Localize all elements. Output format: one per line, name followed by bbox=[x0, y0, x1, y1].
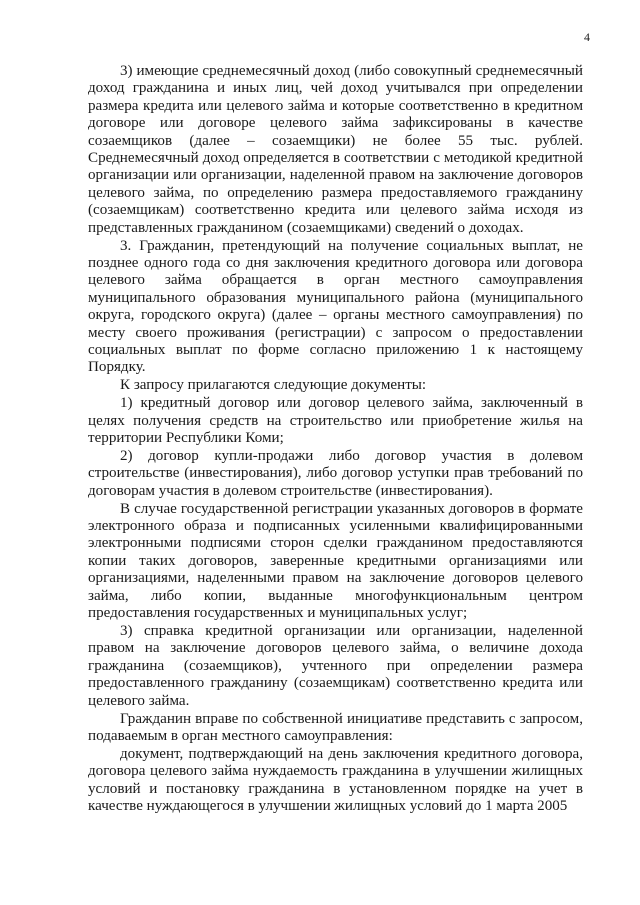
paragraph-optional-documents: Гражданин вправе по собственной инициативе представить с запросом, подаваемым в орган местного самоуправления: bbox=[88, 710, 583, 744]
paragraph-document-1: 1) кредитный договор или договор целевого займа, заключенный в целях получения средств на строительство или приобретение жилья на территории Республики Коми; bbox=[88, 395, 583, 447]
paragraph-electronic-registration: В случае государственной регистрации указанных договоров в формате электронного образа и подписанных усиленными квалифицированными электронными подписями сторон сделки гражданином предоставляются копии таких договоров, заверенные кредитными организациями или организациями, наделенными правом на заключение договоров целевого займа, либо копии, выданные многофункциональным центром предоставления государственных и муниципальных услуг; bbox=[88, 500, 583, 622]
paragraph-housing-need-document: документ, подтверждающий на день заключения кредитного договора, договора целевого займа нуждаемость гражданина в улучшении жилищных условий и постановку гражданина в установленном порядке на учет в качестве нуждающегося в улучшении жилищных условий до 1 марта 2005 bbox=[88, 745, 583, 815]
paragraph-income-criteria: 3) имеющие среднемесячный доход (либо совокупный среднемесячный доход гражданина и иных лиц, чей доход учитывался при определении размера кредита или целевого займа и которые соответственно в кредитном договоре или договоре целевого займа зафиксированы в качестве созаемщиков (далее – созаемщики) не более 55 тыс. рублей. Среднемесячный доход определяется в соответствии с методикой кредитной организации или организации, наделенной правом на заключение договоров целевого займа, по определению размера предоставляемого гражданину (созаемщикам) соответственно кредита или целевого займа исходя из представленных гражданином (созаемщиками) сведений о доходах. bbox=[88, 63, 583, 236]
paragraph-documents-intro: К запросу прилагаются следующие документы: bbox=[120, 377, 427, 394]
paragraph-application-request: 3. Гражданин, претендующий на получение социальных выплат, не позднее одного года со дня заключения кредитного договора или договора целевого займа обращается в орган местного самоуправления муниципального образования муниципального района (муниципального округа, городского округа) (далее – органы местного самоуправления) по месту своего проживания (регистрации) с запросом о предоставлении социальных выплат по форме согласно приложению 1 к настоящему Порядку. bbox=[88, 237, 583, 376]
paragraph-document-3: 3) справка кредитной организации или организации, наделенной правом на заключение договоров целевого займа, о величине дохода гражданина (созаемщиков), учтенного при определении размера предоставленного гражданину (созаемщикам) соответственно кредита или целевого займа. bbox=[88, 623, 583, 709]
document-body bbox=[88, 63, 583, 815]
page-number: 4 bbox=[584, 30, 590, 44]
paragraph-document-2: 2) договор купли-продажи либо договор участия в долевом строительстве (инвестирования), либо договор уступки прав требований по договорам участия в долевом строительстве (инвестирования). bbox=[88, 447, 583, 499]
